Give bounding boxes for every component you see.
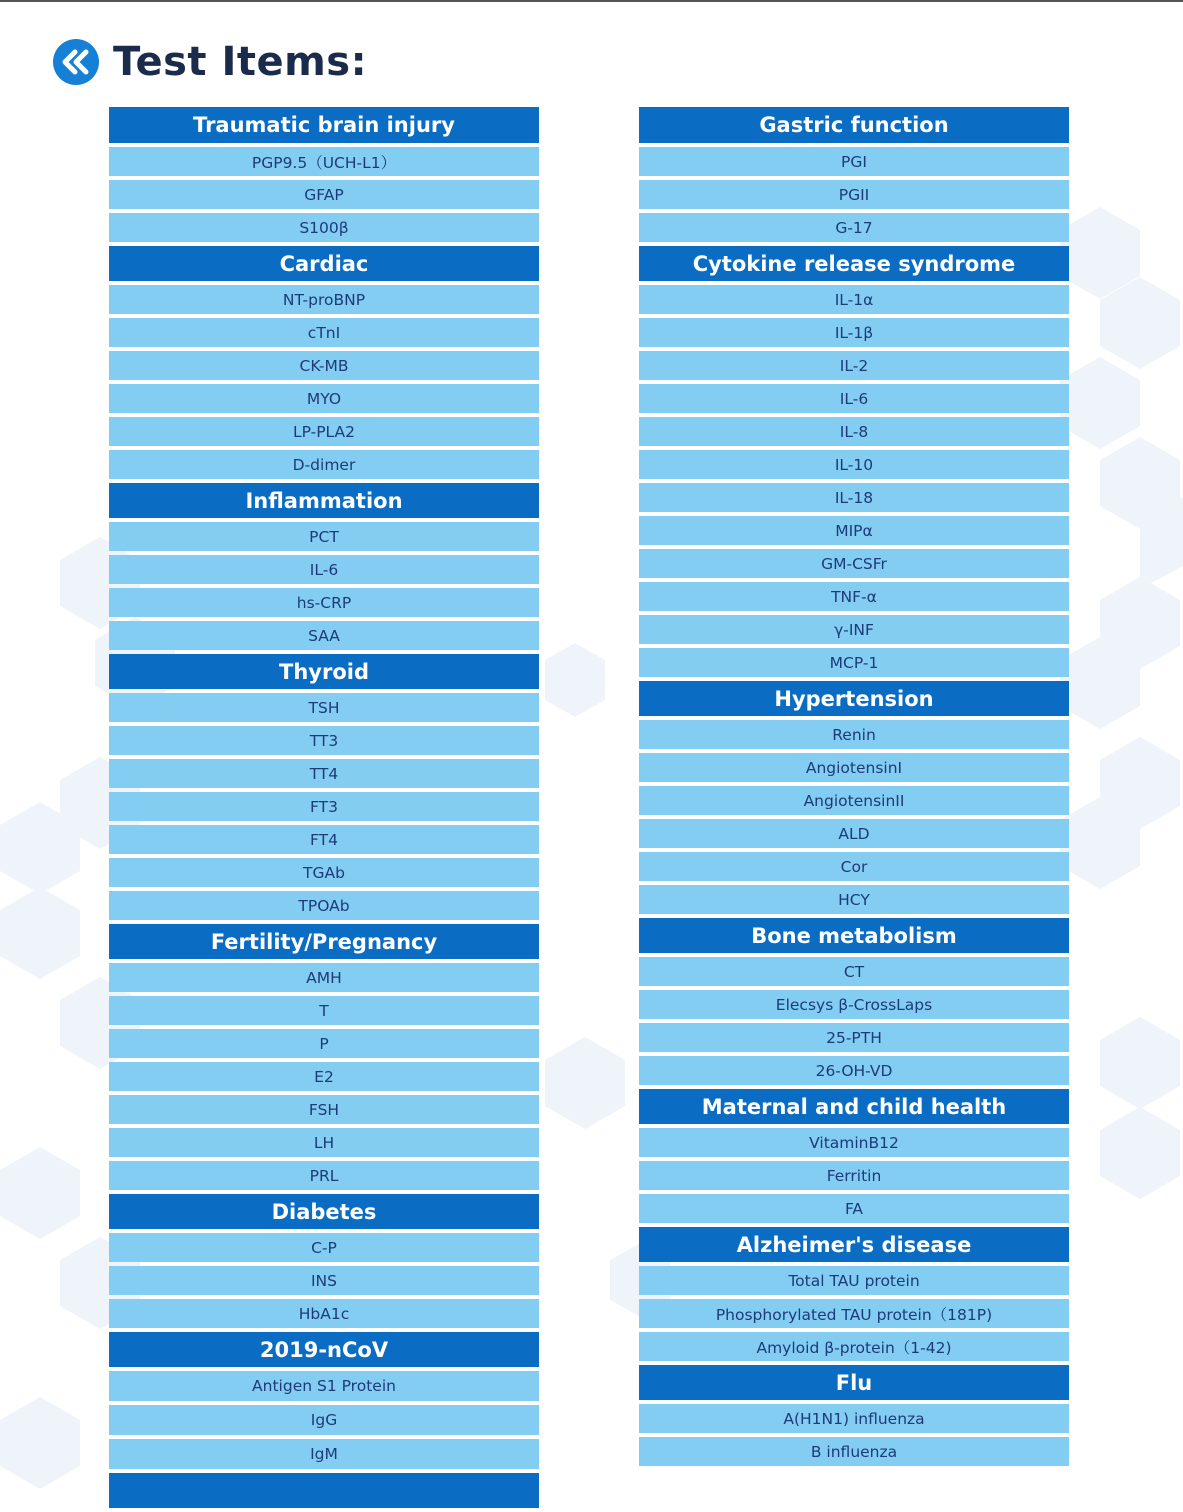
- test-item: AngiotensinI: [639, 753, 1069, 782]
- test-item: IL-10: [639, 450, 1069, 479]
- test-item: C-P: [109, 1233, 539, 1262]
- test-item: E2: [109, 1062, 539, 1091]
- left-column: [109, 107, 539, 1512]
- test-item: T: [109, 996, 539, 1025]
- test-item: VitaminB12: [639, 1128, 1069, 1157]
- double-chevron-left-icon: [53, 39, 99, 85]
- test-item: IL-6: [639, 384, 1069, 413]
- test-item: 25-PTH: [639, 1023, 1069, 1052]
- test-item: Ferritin: [639, 1161, 1069, 1190]
- test-item: Renin: [639, 720, 1069, 749]
- test-item: FA: [639, 1194, 1069, 1223]
- test-item: INS: [109, 1266, 539, 1295]
- category-header-gastric-function: Gastric function: [639, 107, 1069, 143]
- test-item: hs-CRP: [109, 588, 539, 617]
- category-header-traumatic-brain-injury: Traumatic brain injury: [109, 107, 539, 143]
- test-item: D-dimer: [109, 450, 539, 479]
- test-item: PGI: [639, 147, 1069, 176]
- test-item: IgG: [109, 1405, 539, 1435]
- test-item: Antigen S1 Protein: [109, 1371, 539, 1401]
- test-item: HCY: [639, 885, 1069, 914]
- test-item: AngiotensinII: [639, 786, 1069, 815]
- test-item: Phosphorylated TAU protein（181P): [639, 1299, 1069, 1328]
- test-item: TT3: [109, 726, 539, 755]
- test-item: MYO: [109, 384, 539, 413]
- test-item: LP-PLA2: [109, 417, 539, 446]
- category-header-inflammation: Inflammation: [109, 483, 539, 518]
- test-item: A(H1N1) influenza: [639, 1404, 1069, 1433]
- test-item: IL-8: [639, 417, 1069, 446]
- test-item: Elecsys β-CrossLaps: [639, 990, 1069, 1019]
- test-item: GM-CSFr: [639, 549, 1069, 578]
- test-item: Amyloid β-protein（1-42): [639, 1332, 1069, 1361]
- test-item: γ-INF: [639, 615, 1069, 644]
- test-item: FT3: [109, 792, 539, 821]
- test-item: IL-18: [639, 483, 1069, 512]
- category-header-cut-off: [109, 1473, 539, 1508]
- test-item: PGP9.5（UCH-L1）: [109, 147, 539, 176]
- test-item: TGAb: [109, 858, 539, 887]
- category-header-thyroid: Thyroid: [109, 654, 539, 689]
- test-item: HbA1c: [109, 1299, 539, 1328]
- test-item: FT4: [109, 825, 539, 854]
- test-item: S100β: [109, 213, 539, 242]
- category-header-diabetes: Diabetes: [109, 1194, 539, 1229]
- test-item: AMH: [109, 963, 539, 992]
- test-item: 26-OH-VD: [639, 1056, 1069, 1085]
- test-item: Total TAU protein: [639, 1266, 1069, 1295]
- test-item: IL-2: [639, 351, 1069, 380]
- category-header-bone-metabolism: Bone metabolism: [639, 918, 1069, 953]
- test-item: CT: [639, 957, 1069, 986]
- test-item: PRL: [109, 1161, 539, 1190]
- page-title: [53, 38, 367, 86]
- test-item: LH: [109, 1128, 539, 1157]
- right-column: [639, 107, 1069, 1470]
- test-item: PGII: [639, 180, 1069, 209]
- category-header-hypertension: Hypertension: [639, 681, 1069, 716]
- test-item: CK-MB: [109, 351, 539, 380]
- test-item: IL-1β: [639, 318, 1069, 347]
- test-item: IgM: [109, 1439, 539, 1469]
- test-item: TPOAb: [109, 891, 539, 920]
- test-item: NT-proBNP: [109, 285, 539, 314]
- category-header-2019-ncov: 2019-nCoV: [109, 1332, 539, 1367]
- test-item: TSH: [109, 693, 539, 722]
- test-item: PCT: [109, 522, 539, 551]
- category-header-flu: Flu: [639, 1365, 1069, 1400]
- test-item: FSH: [109, 1095, 539, 1124]
- test-item: GFAP: [109, 180, 539, 209]
- test-item: B influenza: [639, 1437, 1069, 1466]
- test-item: cTnI: [109, 318, 539, 347]
- category-header-fertility-pregnancy: Fertility/Pregnancy: [109, 924, 539, 959]
- test-item: MIPα: [639, 516, 1069, 545]
- test-item: TNF-α: [639, 582, 1069, 611]
- category-header-alzheimers-disease: Alzheimer's disease: [639, 1227, 1069, 1262]
- category-header-cardiac: Cardiac: [109, 246, 539, 281]
- test-item: Cor: [639, 852, 1069, 881]
- test-item: P: [109, 1029, 539, 1058]
- test-item: SAA: [109, 621, 539, 650]
- test-item: IL-1α: [639, 285, 1069, 314]
- test-item: MCP-1: [639, 648, 1069, 677]
- test-item: TT4: [109, 759, 539, 788]
- test-item: G-17: [639, 213, 1069, 242]
- page-title-text: Test Items:: [113, 39, 368, 85]
- test-item: ALD: [639, 819, 1069, 848]
- category-header-maternal-child-health: Maternal and child health: [639, 1089, 1069, 1124]
- category-header-cytokine-release-syndrome: Cytokine release syndrome: [639, 246, 1069, 281]
- test-item: IL-6: [109, 555, 539, 584]
